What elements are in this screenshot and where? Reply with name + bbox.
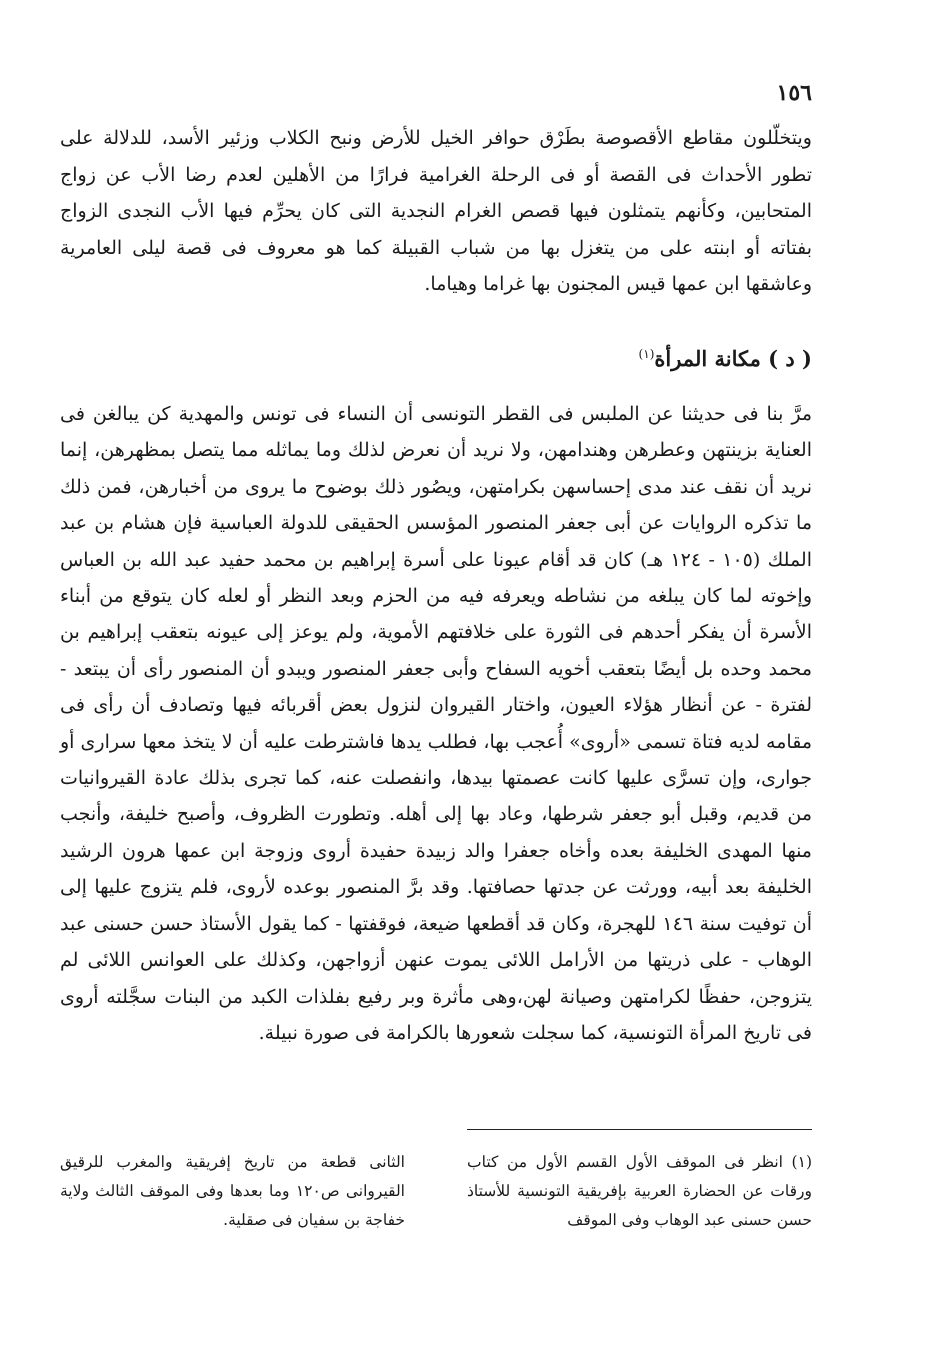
- footnote-column-left: الثانى قطعة من تاريخ إفريقية والمغرب للرقيق القيروانى ص١٢٠ وما بعدها وفى الموقف الثالث ولاية خفاجة بن سفيان فى صقلية.: [60, 1153, 405, 1229]
- body-paragraph-1: ويتخلّلون مقاطع الأقصوصة بطَرْق حوافر الخيل للأرض ونبح الكلاب وزئير الأسد، للدلالة على تطور الأحداث فى القصة أو فى الرحلة الغرامية فرارًا من الأهلين لعدم رضا الأب عن زواج المتحابين، وكأنهم يتمثلون فيها قصص الغرام النجدية التى كان يحرِّم فيها الأب النجدى الزواج بفتاته أو ابنته على من يتغزل بها من شباب القبيلة كما هو معروف فى قصة ليلى العامرية وعاشقها ابن عمها قيس المجنون بها غراما وهياما.: [60, 127, 812, 295]
- footnotes: [60, 1148, 812, 1235]
- footnote-column-right: (١) انظر فى الموقف الأول القسم الأول من كتاب ورقات عن الحضارة العربية بإفريقية التونسية للأستاذ حسن حسنى عبد الوهاب وفى الموقف: [467, 1153, 812, 1229]
- footnote-separator: [467, 1129, 812, 1130]
- book-page: [60, 70, 812, 1350]
- section-heading-text: ( د ) مكانة المرأة: [654, 346, 812, 371]
- page-number: ١٥٦: [776, 80, 812, 106]
- body-paragraph-2: مرَّ بنا فى حديثنا عن الملبس فى القطر التونسى أن النساء فى تونس والمهدية كن يبالغن فى العناية بزينتهن وعطرهن وهندامهن، ولا نريد أن نعرض لذلك وما يماثله مما يتصل بمظهرهن، إنما نريد أن نقف عند مدى إحساسهن بكرامتهن، ويصُور ذلك بوضوح ما يروى من أخبارهن، فمن ذلك ما تذكره الروايات عن أبى جعفر المنصور المؤسس الحقيقى للدولة العباسية فإن هشام بن عبد الملك (١٠٥ - ١٢٤ هـ) كان قد أقام عيونا على أسرة إبراهيم بن محمد حفيد عبد الله بن العباس وإخوته لما كان يبلغه من نشاطه ويعرفه فيه من الحزم وبعد النظر أو لعله كان يتوقع من أبناء الأسرة أن يفكر أحدهم فى الثورة على خلافتهم الأموية، ولم يوعز إلى عيونه بتعقب إبراهيم بن محمد وحده بل أيضًا بتعقب أخويه السفاح وأبى جعفر المنصور ويبدو أن المنصور رأى أن يبتعد - لفترة - عن أنظار هؤلاء العيون، واختار القيروان لنزول بعض أقربائه فيها وتصادف أن رأى فى مقامه لديه فتاة تسمى «أروى» أُعجب بها، فطلب يدها فاشترطت عليه أن لا يتخذ معها سرارى أو جوارى، وإن تسرَّى عليها كانت عصمتها بيدها، وانفصلت عنه، كما تجرى بذلك عادة القيروانيات من قديم، وقبل أبو جعفر شرطها، وعاد بها إلى أهله. وتطورت الظروف، وأصبح خليفة، وأنجب منها المهدى الخليفة بعده وأخاه جعفرا والد زبيدة حفيدة أروى وزوجة ابن عمها هرون الرشيد الخليفة بعد أبيه، وورثت عن جدتها حصافتها. وقد برَّ المنصور بوعده لأروى، فلم يتزوج عليها إلى أن توفيت سنة ١٤٦ للهجرة، وكان قد أقطعها ضيعة، فوقفتها - كما يقول الأستاذ حسن حسنى عبد الوهاب - على ذريتها من الأرامل اللائى يموت عنهن أزواجهن، وكذلك على العوانس اللائى لم يتزوجن، حفظًا لكرامتهن وصيانة لهن،وهى مأثرة وبر رفيع بفلذات الكبد من البنات سجَّلته أروى فى تاريخ المرأة التونسية، كما سجلت شعورها بالكرامة فى صورة نبيلة.: [60, 403, 813, 1044]
- footnote-marker[interactable]: (١): [638, 347, 655, 361]
- section-heading: [639, 346, 812, 371]
